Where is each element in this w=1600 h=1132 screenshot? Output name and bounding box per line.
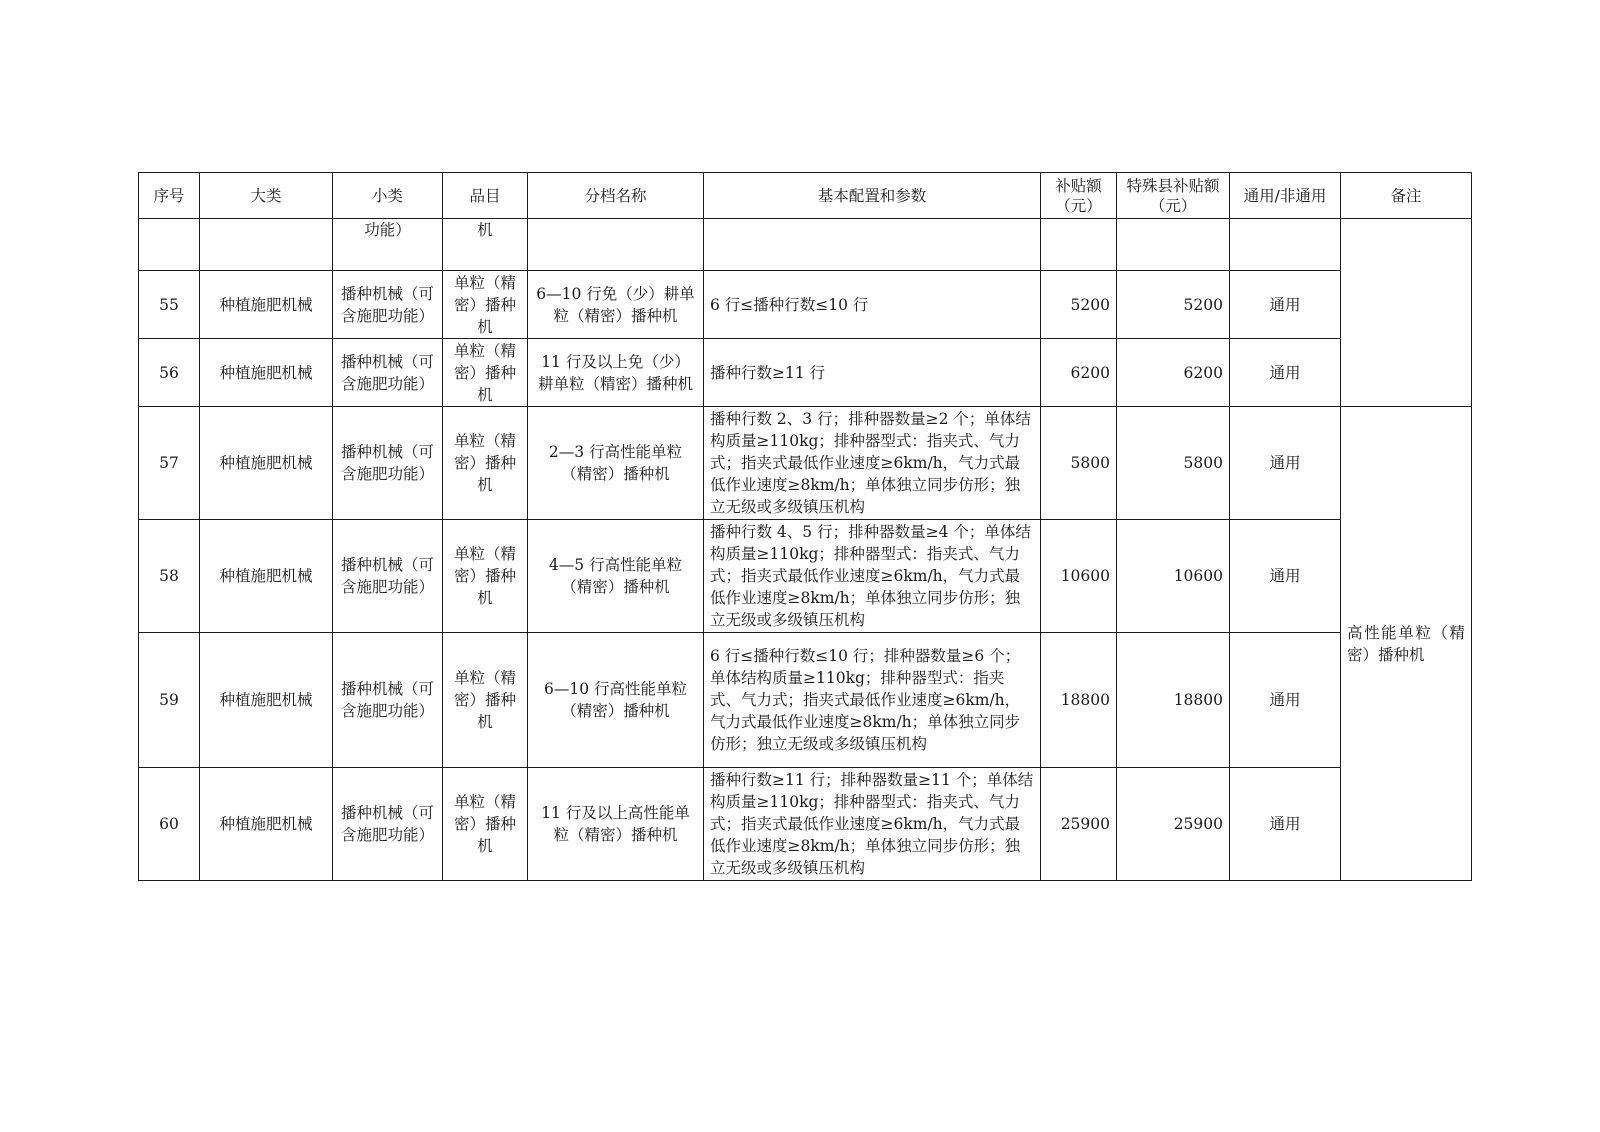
cell-category: 种植施肥机械 — [200, 633, 333, 768]
cell-tier: 2—3 行高性能单粒（精密）播种机 — [528, 407, 704, 520]
cell-empty — [1041, 219, 1117, 271]
cell-empty — [528, 219, 704, 271]
cell-category: 种植施肥机械 — [200, 407, 333, 520]
cell-seq: 58 — [139, 520, 200, 633]
cell-subcategory: 播种机械（可含施肥功能） — [333, 407, 443, 520]
cell-config: 6 行≤播种行数≤10 行 — [704, 271, 1041, 339]
cell-seq: 55 — [139, 271, 200, 339]
cell-seq: 59 — [139, 633, 200, 768]
cell-seq: 56 — [139, 339, 200, 407]
cell-general: 通用 — [1230, 271, 1341, 339]
cell-special-subsidy: 10600 — [1117, 520, 1230, 633]
cell-config: 播种行数 2、3 行；排种器数量≥2 个；单体结构质量≥110kg；排种器型式：指夹式、气力式；指夹式最低作业速度≥6km/h，气力式最低作业速度≥8km/h；单体独立同步仿形；独立无级或多级镇压机构 — [704, 407, 1041, 520]
cell-category: 种植施肥机械 — [200, 768, 333, 881]
header-special-subsidy: 特殊县补贴额（元） — [1117, 173, 1230, 219]
cell-item: 单粒（精密）播种机 — [443, 339, 528, 407]
header-remark: 备注 — [1341, 173, 1472, 219]
cell-category: 种植施肥机械 — [200, 339, 333, 407]
cell-config: 6 行≤播种行数≤10 行；排种器数量≥6 个；单体结构质量≥110kg；排种器型式：指夹式、气力式；指夹式最低作业速度≥6km/h，气力式最低作业速度≥8km/h；单体独立同步仿形；独立无级或多级镇压机构 — [704, 633, 1041, 768]
cell-general: 通用 — [1230, 768, 1341, 881]
cell-subsidy: 5800 — [1041, 407, 1117, 520]
cell-subcategory: 播种机械（可含施肥功能） — [333, 768, 443, 881]
table-row — [139, 407, 1472, 520]
cell-category: 种植施肥机械 — [200, 271, 333, 339]
cell-category: 种植施肥机械 — [200, 520, 333, 633]
cell-special-subsidy: 5200 — [1117, 271, 1230, 339]
table-row — [139, 633, 1472, 768]
cell-subcategory: 播种机械（可含施肥功能） — [333, 520, 443, 633]
cell-empty — [1117, 219, 1230, 271]
table-row — [139, 768, 1472, 881]
cell-config: 播种行数 4、5 行；排种器数量≥4 个；单体结构质量≥110kg；排种器型式：指夹式、气力式；指夹式最低作业速度≥6km/h，气力式最低作业速度≥8km/h；单体独立同步仿形；独立无级或多级镇压机构 — [704, 520, 1041, 633]
cell-tier: 4—5 行高性能单粒（精密）播种机 — [528, 520, 704, 633]
cell-subcategory: 播种机械（可含施肥功能） — [333, 339, 443, 407]
cell-tier: 6—10 行高性能单粒（精密）播种机 — [528, 633, 704, 768]
cell-special-subsidy: 6200 — [1117, 339, 1230, 407]
header-category: 大类 — [200, 173, 333, 219]
cell-seq: 57 — [139, 407, 200, 520]
table-row — [139, 520, 1472, 633]
cell-special-subsidy: 18800 — [1117, 633, 1230, 768]
header-subsidy: 补贴额（元） — [1041, 173, 1117, 219]
cell-remark-high-performance: 高性能单粒（精密）播种机 — [1341, 407, 1472, 881]
table-row — [139, 271, 1472, 339]
table-row — [139, 339, 1472, 407]
cell-empty — [1230, 219, 1341, 271]
header-config: 基本配置和参数 — [704, 173, 1041, 219]
cell-subcategory: 播种机械（可含施肥功能） — [333, 633, 443, 768]
header-seq: 序号 — [139, 173, 200, 219]
cell-item: 单粒（精密）播种机 — [443, 768, 528, 881]
cell-general: 通用 — [1230, 520, 1341, 633]
header-subcategory: 小类 — [333, 173, 443, 219]
cell-subsidy: 18800 — [1041, 633, 1117, 768]
cell-tier: 6—10 行免（少）耕单粒（精密）播种机 — [528, 271, 704, 339]
cell-tier: 11 行及以上高性能单粒（精密）播种机 — [528, 768, 704, 881]
cell-item: 单粒（精密）播种机 — [443, 633, 528, 768]
cell-general: 通用 — [1230, 407, 1341, 520]
cell-config: 播种行数≥11 行；排种器数量≥11 个；单体结构质量≥110kg；排种器型式：指夹式、气力式；指夹式最低作业速度≥6km/h，气力式最低作业速度≥8km/h；单体独立同步仿形；独立无级或多级镇压机构 — [704, 768, 1041, 881]
continuation-row — [139, 219, 1472, 271]
cell-config: 播种行数≥11 行 — [704, 339, 1041, 407]
subsidy-table — [138, 172, 1472, 881]
cell-special-subsidy: 5800 — [1117, 407, 1230, 520]
cell-subcategory: 播种机械（可含施肥功能） — [333, 271, 443, 339]
header-general: 通用/非通用 — [1230, 173, 1341, 219]
cell-tier: 11 行及以上免（少）耕单粒（精密）播种机 — [528, 339, 704, 407]
cell-empty — [704, 219, 1041, 271]
cell-item: 单粒（精密）播种机 — [443, 520, 528, 633]
cell-subsidy: 5200 — [1041, 271, 1117, 339]
cell-subcategory: 功能） — [333, 219, 443, 271]
cell-subsidy: 10600 — [1041, 520, 1117, 633]
header-tier: 分档名称 — [528, 173, 704, 219]
header-item: 品目 — [443, 173, 528, 219]
cell-item: 机 — [443, 219, 528, 271]
cell-seq: 60 — [139, 768, 200, 881]
cell-general: 通用 — [1230, 633, 1341, 768]
cell-special-subsidy: 25900 — [1117, 768, 1230, 881]
cell-empty — [139, 219, 200, 271]
cell-general: 通用 — [1230, 339, 1341, 407]
cell-item: 单粒（精密）播种机 — [443, 271, 528, 339]
cell-subsidy: 6200 — [1041, 339, 1117, 407]
cell-item: 单粒（精密）播种机 — [443, 407, 528, 520]
cell-empty — [200, 219, 333, 271]
header-row — [139, 173, 1472, 219]
cell-remark-empty — [1341, 219, 1472, 407]
cell-subsidy: 25900 — [1041, 768, 1117, 881]
